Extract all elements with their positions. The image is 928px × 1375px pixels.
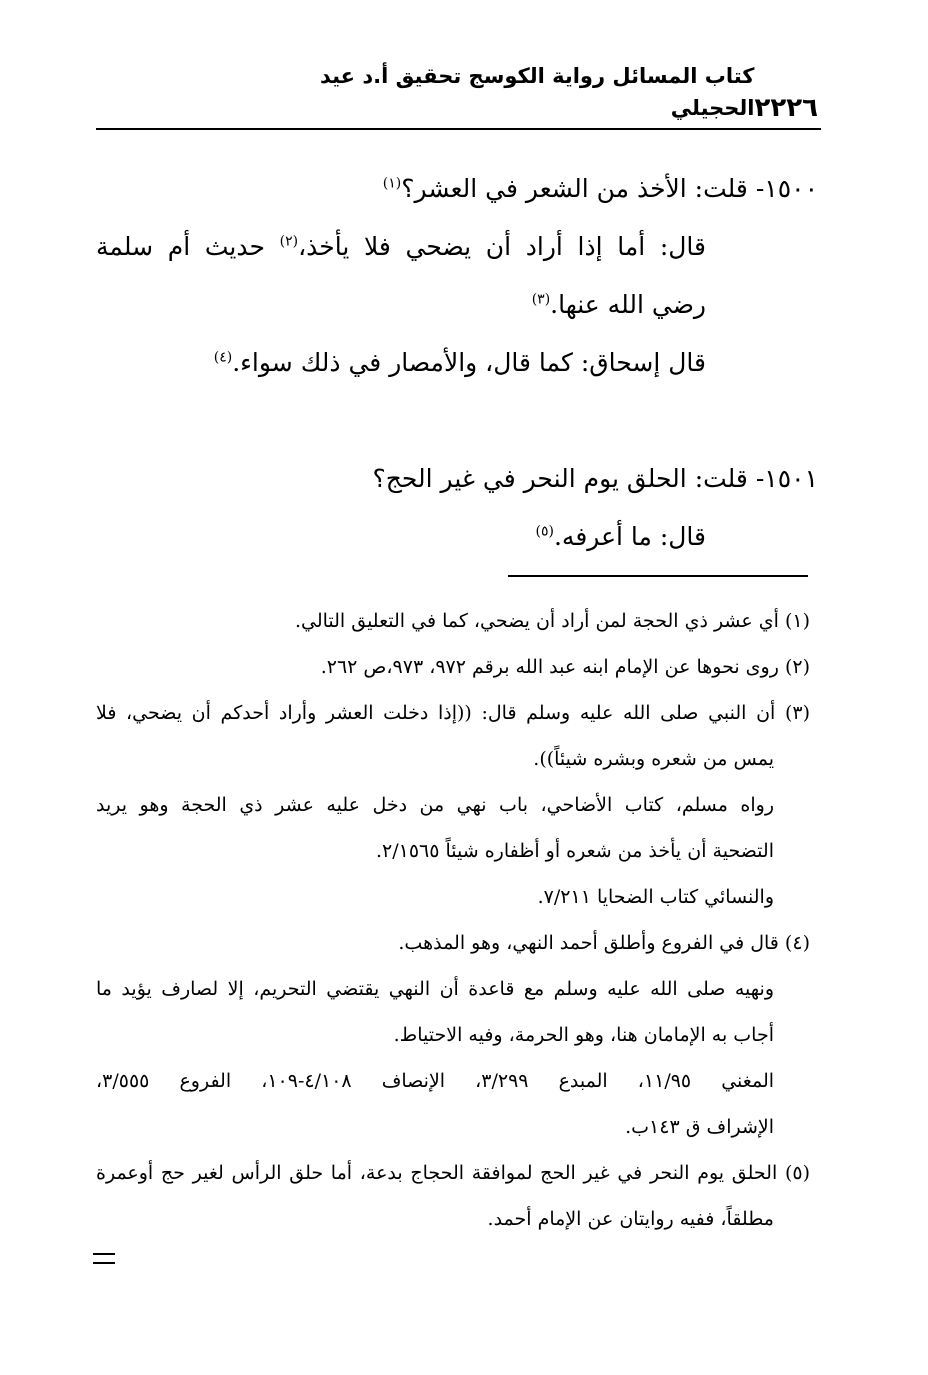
footnote-1: (١) أي عشر ذي الحجة لمن أراد أن يضحي، كما في التعليق التالي. <box>294 610 810 632</box>
footnote-5-line2: مطلقاً، ففيه روايتان عن الإمام أحمد. <box>487 1208 774 1230</box>
footnote-ref-4: (٤) <box>213 349 233 366</box>
footnote-ref-2: (٢) <box>279 233 299 250</box>
footnotes <box>96 598 810 1242</box>
footnote-3-line1: (٣) أن النبي صلى الله عليه وسلم قال: ((إذا دخلت العشر وأراد أحدكم أن يضحي، فلا <box>96 702 810 724</box>
ishaq-1500 <box>96 334 818 392</box>
footnote-ref-1: (١) <box>382 175 402 192</box>
footnote-separator <box>508 575 808 577</box>
footnote-3-line5: والنسائي كتاب الضحايا ٧/٢١١. <box>537 886 774 908</box>
page-header <box>96 64 818 124</box>
footnote-3-line3: رواه مسلم، كتاب الأضاحي، باب نهي من دخل عليه عشر ذي الحجة وهو يريد <box>96 794 774 816</box>
answer-1500-line2 <box>96 276 818 334</box>
footnote-ref-5: (٥) <box>535 523 554 540</box>
footnote-4-line1: (٤) قال في الفروع وأطلق أحمد النهي، وهو المذهب. <box>398 932 810 954</box>
footnote-4-line5: الإشراف ق ١٤٣ب. <box>625 1116 774 1138</box>
footnote-4-line2: ونهيه صلى الله عليه وسلم مع قاعدة أن النهي يقتضي التحريم، إلا لصارف يؤيد ما <box>96 978 774 1000</box>
main-text <box>96 160 818 566</box>
answer-1500 <box>96 218 818 276</box>
answer-1500-text-cont: حديث أم سلمة <box>96 232 280 261</box>
answer-1500-line2-text: رضي الله عنها. <box>550 290 706 319</box>
footnote-ref-3: (٣) <box>531 291 551 308</box>
header-rule <box>96 128 821 130</box>
paragraph-gap <box>96 392 818 450</box>
answer-1501-text: قال: ما أعرفه. <box>553 522 706 551</box>
footnote-3-line2: يمس من شعره وبشره شيئاً)). <box>533 748 774 770</box>
question-1501-text: ١٥٠١- قلت: الحلق يوم النحر في غير الحج؟ <box>372 464 818 493</box>
ishaq-1500-text: قال إسحاق: كما قال، والأمصار في ذلك سواء. <box>232 348 706 377</box>
footnote-4-line3: أجاب به الإمامان هنا، وهو الحرمة، وفيه الاحتياط. <box>393 1024 774 1046</box>
answer-1500-text: قال: أما إذا أراد أن يضحي فلا يأخذ، <box>298 232 706 261</box>
question-1501 <box>96 450 818 508</box>
answer-1501 <box>96 508 818 566</box>
footnote-4-line4: المغني ١١/٩٥، المبدع ٣/٢٩٩، الإنصاف ٤/١٠٨-١٠٩، الفروع ٣/٥٥٥، <box>96 1070 775 1092</box>
footnote-3-line4: التضحية أن يأخذ من شعره أو أظفاره شيئاً ٢/١٥٦٥. <box>375 840 774 862</box>
question-1500 <box>96 160 818 218</box>
continuation-mark <box>93 1253 115 1264</box>
running-title: كتاب المسائل رواية الكوسج تحقيق أ.د عيد الحجيلي <box>319 64 755 120</box>
footnote-5-line1: (٥) الحلق يوم النحر في غير الحج لموافقة الحجاج بدعة، أما حلق الرأس لغير حج أوعمرة <box>96 1162 810 1184</box>
question-1500-text: ١٥٠٠- قلت: الأخذ من الشعر في العشر؟ <box>401 174 818 203</box>
footnote-2: (٢) روى نحوها عن الإمام ابنه عبد الله برقم ٩٧٢، ٩٧٣،ص ٢٦٢. <box>320 656 810 678</box>
page-number: ٢٢٢٦ <box>754 93 818 123</box>
